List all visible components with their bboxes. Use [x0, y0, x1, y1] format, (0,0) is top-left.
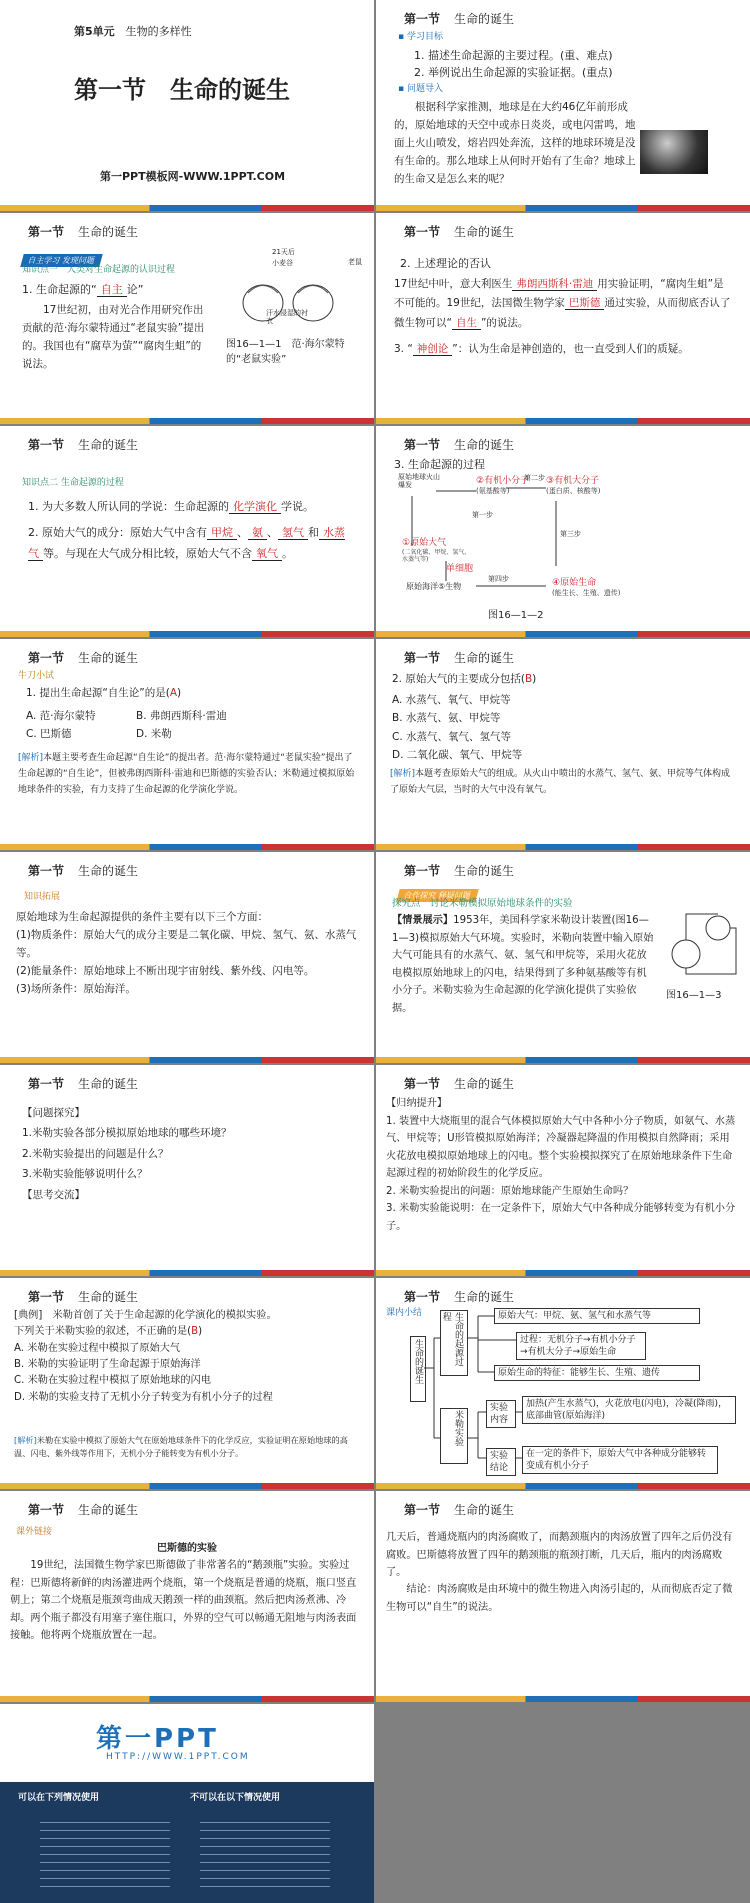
link-lines-right [200, 1822, 330, 1892]
section-tag: 自主学习 发现问题 [20, 254, 102, 267]
line-1: 1. 为大多数人所认同的学说：生命起源的 化学演化 学说。 [28, 500, 314, 513]
slide-header: 第一节 生命的诞生 [28, 225, 139, 239]
miller-conclusion: 实验结论 [486, 1448, 516, 1476]
fig-a: 21天后 [272, 248, 295, 256]
brand-logo: 第一PPT [96, 1724, 219, 1754]
slide-2 [376, 0, 750, 211]
node-primitive-life: ④原始生命 (能生长、生殖、遗传) [552, 578, 621, 597]
line-1: 1. 生命起源的“ 自主 论” [22, 283, 144, 296]
slide-5 [0, 426, 374, 637]
explanation: [解析]本题考查原始大气的组成。从火山中喷出的水蒸气、氢气、氨、甲烷等气体构成了原始大气层，当时的大气中没有氧气。 [390, 769, 731, 795]
node-ocean-label: 原始海洋⑤生物 [406, 582, 462, 591]
line-2: 2. 原始大气的成分：原始大气中含有 甲烷 、 氨 、 氢气 和 水蒸气 等。与现在大气成分相比较，原始大气不含 氧气 。 [28, 526, 345, 561]
leaf-process: 过程：无机分子→有机小分子→有机大分子→原始生命 [516, 1332, 646, 1360]
option-c[interactable]: C. 水蒸气、氧气、氢气等 [392, 730, 512, 743]
fig-c: 老鼠 [348, 258, 362, 266]
point-label: 探究点 讨论米勒模拟原始地球条件的实验 [392, 898, 573, 909]
slide-10 [376, 852, 750, 1063]
step-2: 第二步 [524, 474, 545, 482]
slide-title: 第一节 生命的诞生 [74, 76, 290, 104]
goal-label: ▪ 学习目标 [398, 32, 443, 42]
unit-label: 第5单元 生物的多样性 [74, 25, 192, 38]
line-3: 3. 生命起源的过程 [394, 458, 485, 471]
slide-17 [0, 1704, 374, 1903]
can-use-label: 可以在下列情况使用 [18, 1793, 100, 1803]
point-label: 知识点一 人类对生命起源的认识过程 [22, 265, 176, 275]
slide-header: 第一节 生命的诞生 [28, 438, 139, 452]
slide-7 [0, 639, 374, 850]
explanation: [解析]米勒在实验中模拟了原始大气在原始地球条件下的化学反应，实验证明在原始地球的高温、闪电、紫外线等作用下，无机小分子能转变为有机小分子。 [14, 1435, 348, 1459]
slide-6 [376, 426, 750, 637]
fig-caption: 图16—1—1 范·海尔蒙特的“老鼠实验” [226, 339, 345, 365]
leaf-conclusion: 在一定的条件下，原始大气中各种成分能够转变成有机小分子 [522, 1446, 718, 1474]
fig-caption: 图16—1—2 [488, 610, 544, 621]
miller-apparatus-figure [662, 904, 742, 984]
slide-header: 第一节 生命的诞生 [404, 1290, 515, 1304]
link-lines-left [40, 1822, 170, 1892]
extension-text: 原始地球为生命起源提供的条件主要有以下三个方面： (1)物质条件：原始大气的成分主要是二氧化碳、甲烷、氢气、氨、水蒸气等。 (2)能量条件：原始地球上不断出现宇宙射线、紫外线、闪电等。 (3)场所条件：原始海洋。 [16, 911, 357, 996]
body-text: 17世纪中叶，意大利医生 弗朗西斯科·雷迪 用实验证明，“腐肉生蛆”是不可能的。19世纪，法国微生物学家 巴斯德 通过实验，从而彻底否认了微生物可以“ 自生 ”的说法。 [394, 278, 731, 329]
slide-16 [376, 1491, 750, 1702]
explanation: [解析]本题主要考查生命起源“自生论”的提出者。范·海尔蒙特通过“老鼠实验”提出了生命起源的“自生论”，但被弗朗西斯科·雷迪和巴斯德的实验否认；米勒通过模拟原始地球条件的实验，有力支持了生命起源的化学演化学说。 [18, 753, 355, 795]
example-text: [典例] 米勒首创了关于生命起源的化学演化的模拟实验。 下列关于米勒实验的叙述，不正确的是(B) A. 米勒在实验过程中模拟了原始大气 B. 米勒的实验证明了生命起源于原始海洋 C. 米勒在实验过程中模拟了原始地球的闪电 D. 米勒的实验支持了无机小分子转变为有机小分子的过程 [14, 1308, 360, 1406]
miller-content: 实验内容 [486, 1400, 516, 1428]
scene-text: 【情景展示】1953年，美国科学家米勒设计装置(图16—1—3)模拟原始大气环境。实验时，米勒向装置中输入原始大气可能具有的水蒸气、氨、氢气和甲烷等，采用火花放电模拟原始地球上的闪电，结果得到了多种氨基酸等有机小分子。米勒实验为生命起源的化学演化提供了实验依据。 [392, 915, 654, 1014]
slide-14 [376, 1278, 750, 1489]
slide-9 [0, 852, 374, 1063]
slide-header: 第一节 生命的诞生 [28, 1503, 139, 1517]
link-label: 课外链接 [16, 1527, 53, 1537]
slide-header: 第一节 生命的诞生 [404, 12, 515, 26]
slide-header: 第一节 生命的诞生 [28, 651, 139, 665]
option-c[interactable]: C. 巴斯德 [26, 728, 72, 741]
leaf-content: 加热(产生水蒸气)，火花放电(闪电)，冷凝(降雨)，底部曲管(原始海洋) [522, 1396, 736, 1424]
slide-8 [376, 639, 750, 850]
goals: 1. 描述生命起源的主要过程。(重、难点) 2. 举例说出生命起源的实验证据。(重点) [414, 49, 613, 79]
brand-url: HTTP://WWW.1PPT.COM [106, 1752, 250, 1762]
slide-11 [0, 1065, 374, 1276]
slide-header: 第一节 生命的诞生 [404, 1077, 515, 1091]
link-text: 几天后，普通烧瓶内的肉汤腐败了，而鹅颈瓶内的肉汤放置了四年之后仍没有腐败。巴斯德将放置了四年的鹅颈瓶的瓶颈打断，几天后，瓶内的肉汤腐败了。 [386, 1532, 733, 1579]
branch-origin: 生命的起源过程 [440, 1310, 468, 1376]
slide-header: 第一节 生命的诞生 [28, 1077, 139, 1091]
fig-d: 汗水浸湿的衬衣 [266, 309, 308, 326]
slide-1 [0, 0, 374, 211]
slide-header: 第一节 生命的诞生 [404, 864, 515, 878]
option-d[interactable]: D. 二氧化碳、氧气、甲烷等 [392, 749, 523, 762]
root-node: 生命的诞生 [410, 1336, 426, 1402]
summary-text: 【归纳提升】 1. 装置中大烧瓶里的混合气体模拟原始大气中各种小分子物质，如氨气、水蒸气、甲烷等；U形管模拟原始海洋；冷凝器起降温的作用模拟自然降雨；采用火花放电模拟原始地球上的闪电。整个实验模拟探究了在原始地球条件下生命起源过程的初始阶段生的化学反应。 2. 米勒实验提出的问题：原始地球能产生原始生命吗？ 3. 米勒实验能说明：在一定条件下，原始大气中各种成分能够转变为有机小分子。 [386, 1098, 736, 1232]
leaf-atmosphere: 原始大气：甲烷、氨、氢气和水蒸气等 [494, 1308, 700, 1324]
info-panel [0, 1782, 374, 1903]
step-1: 第一步 [472, 511, 493, 519]
slide-13 [0, 1278, 374, 1489]
option-b[interactable]: B. 米勒的实验证明了生命起源于原始海洋 [14, 1358, 201, 1370]
node-volcano: 原始地球火山爆发 [398, 473, 440, 490]
summary-label: 课内小结 [386, 1308, 423, 1318]
slide-header: 第一节 生命的诞生 [404, 438, 515, 452]
section-tag: 合作探究 释疑问题 [396, 889, 478, 902]
options [392, 691, 522, 765]
options [26, 707, 346, 744]
node-atmosphere: ①原始大气 (二氧化碳、甲烷、氢气、水蒸气等) [402, 538, 471, 563]
option-a[interactable]: A. 水蒸气、氧气、甲烷等 [392, 694, 511, 706]
slide-header: 第一节 生命的诞生 [28, 864, 139, 878]
option-c[interactable]: C. 米勒在实验过程中模拟了原始地球的闪电 [14, 1375, 211, 1387]
line-3: 3. “ 神创论 ”：认为生命是神创造的，也一直受到人们的质疑。 [394, 343, 689, 355]
slide-12 [376, 1065, 750, 1276]
leaf-features: 原始生命的特征：能够生长、生殖、遗传 [494, 1365, 700, 1381]
inquiry: 【问题探究】 1.米勒实验各部分模拟原始地球的哪些环境？ 2.米勒实验提出的问题是什么？ 3.米勒实验能够说明什么？ 【思考交流】 [22, 1107, 232, 1201]
link-text: 19世纪，法国微生物学家巴斯德做了非常著名的“鹅颈瓶”实验。实验过程：巴斯德将新鲜的肉汤灌进两个烧瓶，第一个烧瓶是普通的烧瓶，瓶口竖直朝上；第二个烧瓶是瓶颈弯曲成天鹅颈一样的曲颈瓶。然后把肉汤煮沸、冷却。两个瓶子都没有用塞子塞住瓶口，外界的空气可以畅通无阻地与肉汤表面接触。他将两个烧瓶放置在一起。 [10, 1560, 357, 1642]
slide-3 [0, 213, 374, 424]
body-text: 17世纪初，由对光合作用研究作出贡献的范·海尔蒙特通过“老鼠实验”提出的。我国也有“腐草为萤”“腐肉生蛆”的说法。 [22, 304, 205, 371]
cannot-use-label: 不可以在以下情况使用 [190, 1793, 281, 1803]
slide-header: 第一节 生命的诞生 [404, 225, 515, 239]
option-d[interactable]: D. 米勒的实验支持了无机小分子转变为有机小分子的过程 [14, 1391, 273, 1403]
option-b[interactable]: B. 水蒸气、氨、甲烷等 [392, 712, 501, 725]
node-single-cell: 单细胞 [446, 564, 474, 574]
point-label: 知识点二 生命起源的过程 [22, 478, 124, 488]
volcano-image [640, 130, 708, 174]
slide-header: 第一节 生命的诞生 [404, 1503, 515, 1517]
fig-b: 小麦谷 [272, 259, 293, 267]
option-a[interactable]: A. 米勒在实验过程中模拟了原始大气 [14, 1342, 181, 1354]
intro-text: 根据科学家推测，地球是在大约46亿年前形成的，原始地球的天空中或赤日炎炎，或电闪雷鸣，地面上火山喷发，熔岩四处奔流，这样的地球环境是没有生命的。那么地球上从何时开始有了生命？地球上的生命又是怎么来的呢？ [394, 101, 636, 186]
extension-label: 知识拓展 [24, 892, 61, 902]
slide-header: 第一节 生命的诞生 [404, 651, 515, 665]
fig-caption: 图16—1—3 [666, 990, 722, 1001]
intro-label: ▪ 问题导入 [398, 84, 443, 94]
slide-15 [0, 1491, 374, 1702]
practice-label: 牛刀小试 [18, 671, 55, 681]
option-a[interactable]: A. 范·海尔蒙特 [26, 710, 96, 722]
option-d[interactable]: D. 米勒 [136, 728, 172, 741]
node-organic-small: ②有机小分子 (氨基酸等) [476, 476, 530, 495]
link-title: 巴斯德的实验 [157, 1543, 217, 1554]
option-b[interactable]: B. 弗朗西斯科·雷迪 [136, 710, 227, 722]
node-organic-large: ③有机大分子 (蛋白质、核酸等) [546, 476, 601, 495]
step-4: 第四步 [488, 575, 509, 583]
step-3: 第三步 [560, 530, 581, 538]
branch-miller: 米勒实验 [440, 1408, 468, 1464]
conclusion: 结论：肉汤腐败是由环境中的微生物进入肉汤引起的，从而彻底否定了微生物可以“自生”的说法。 [386, 1584, 733, 1613]
question: 1. 提出生命起源“自生论”的是(A) [26, 687, 182, 699]
question: 2. 原始大气的主要成分包括(B) [392, 673, 537, 685]
slide-header: 第一节 生命的诞生 [28, 1290, 139, 1304]
site-label: 第一PPT模板网-WWW.1PPT.COM [100, 170, 286, 183]
slide-4 [376, 213, 750, 424]
line-2: 2. 上述理论的否认 [400, 257, 491, 270]
